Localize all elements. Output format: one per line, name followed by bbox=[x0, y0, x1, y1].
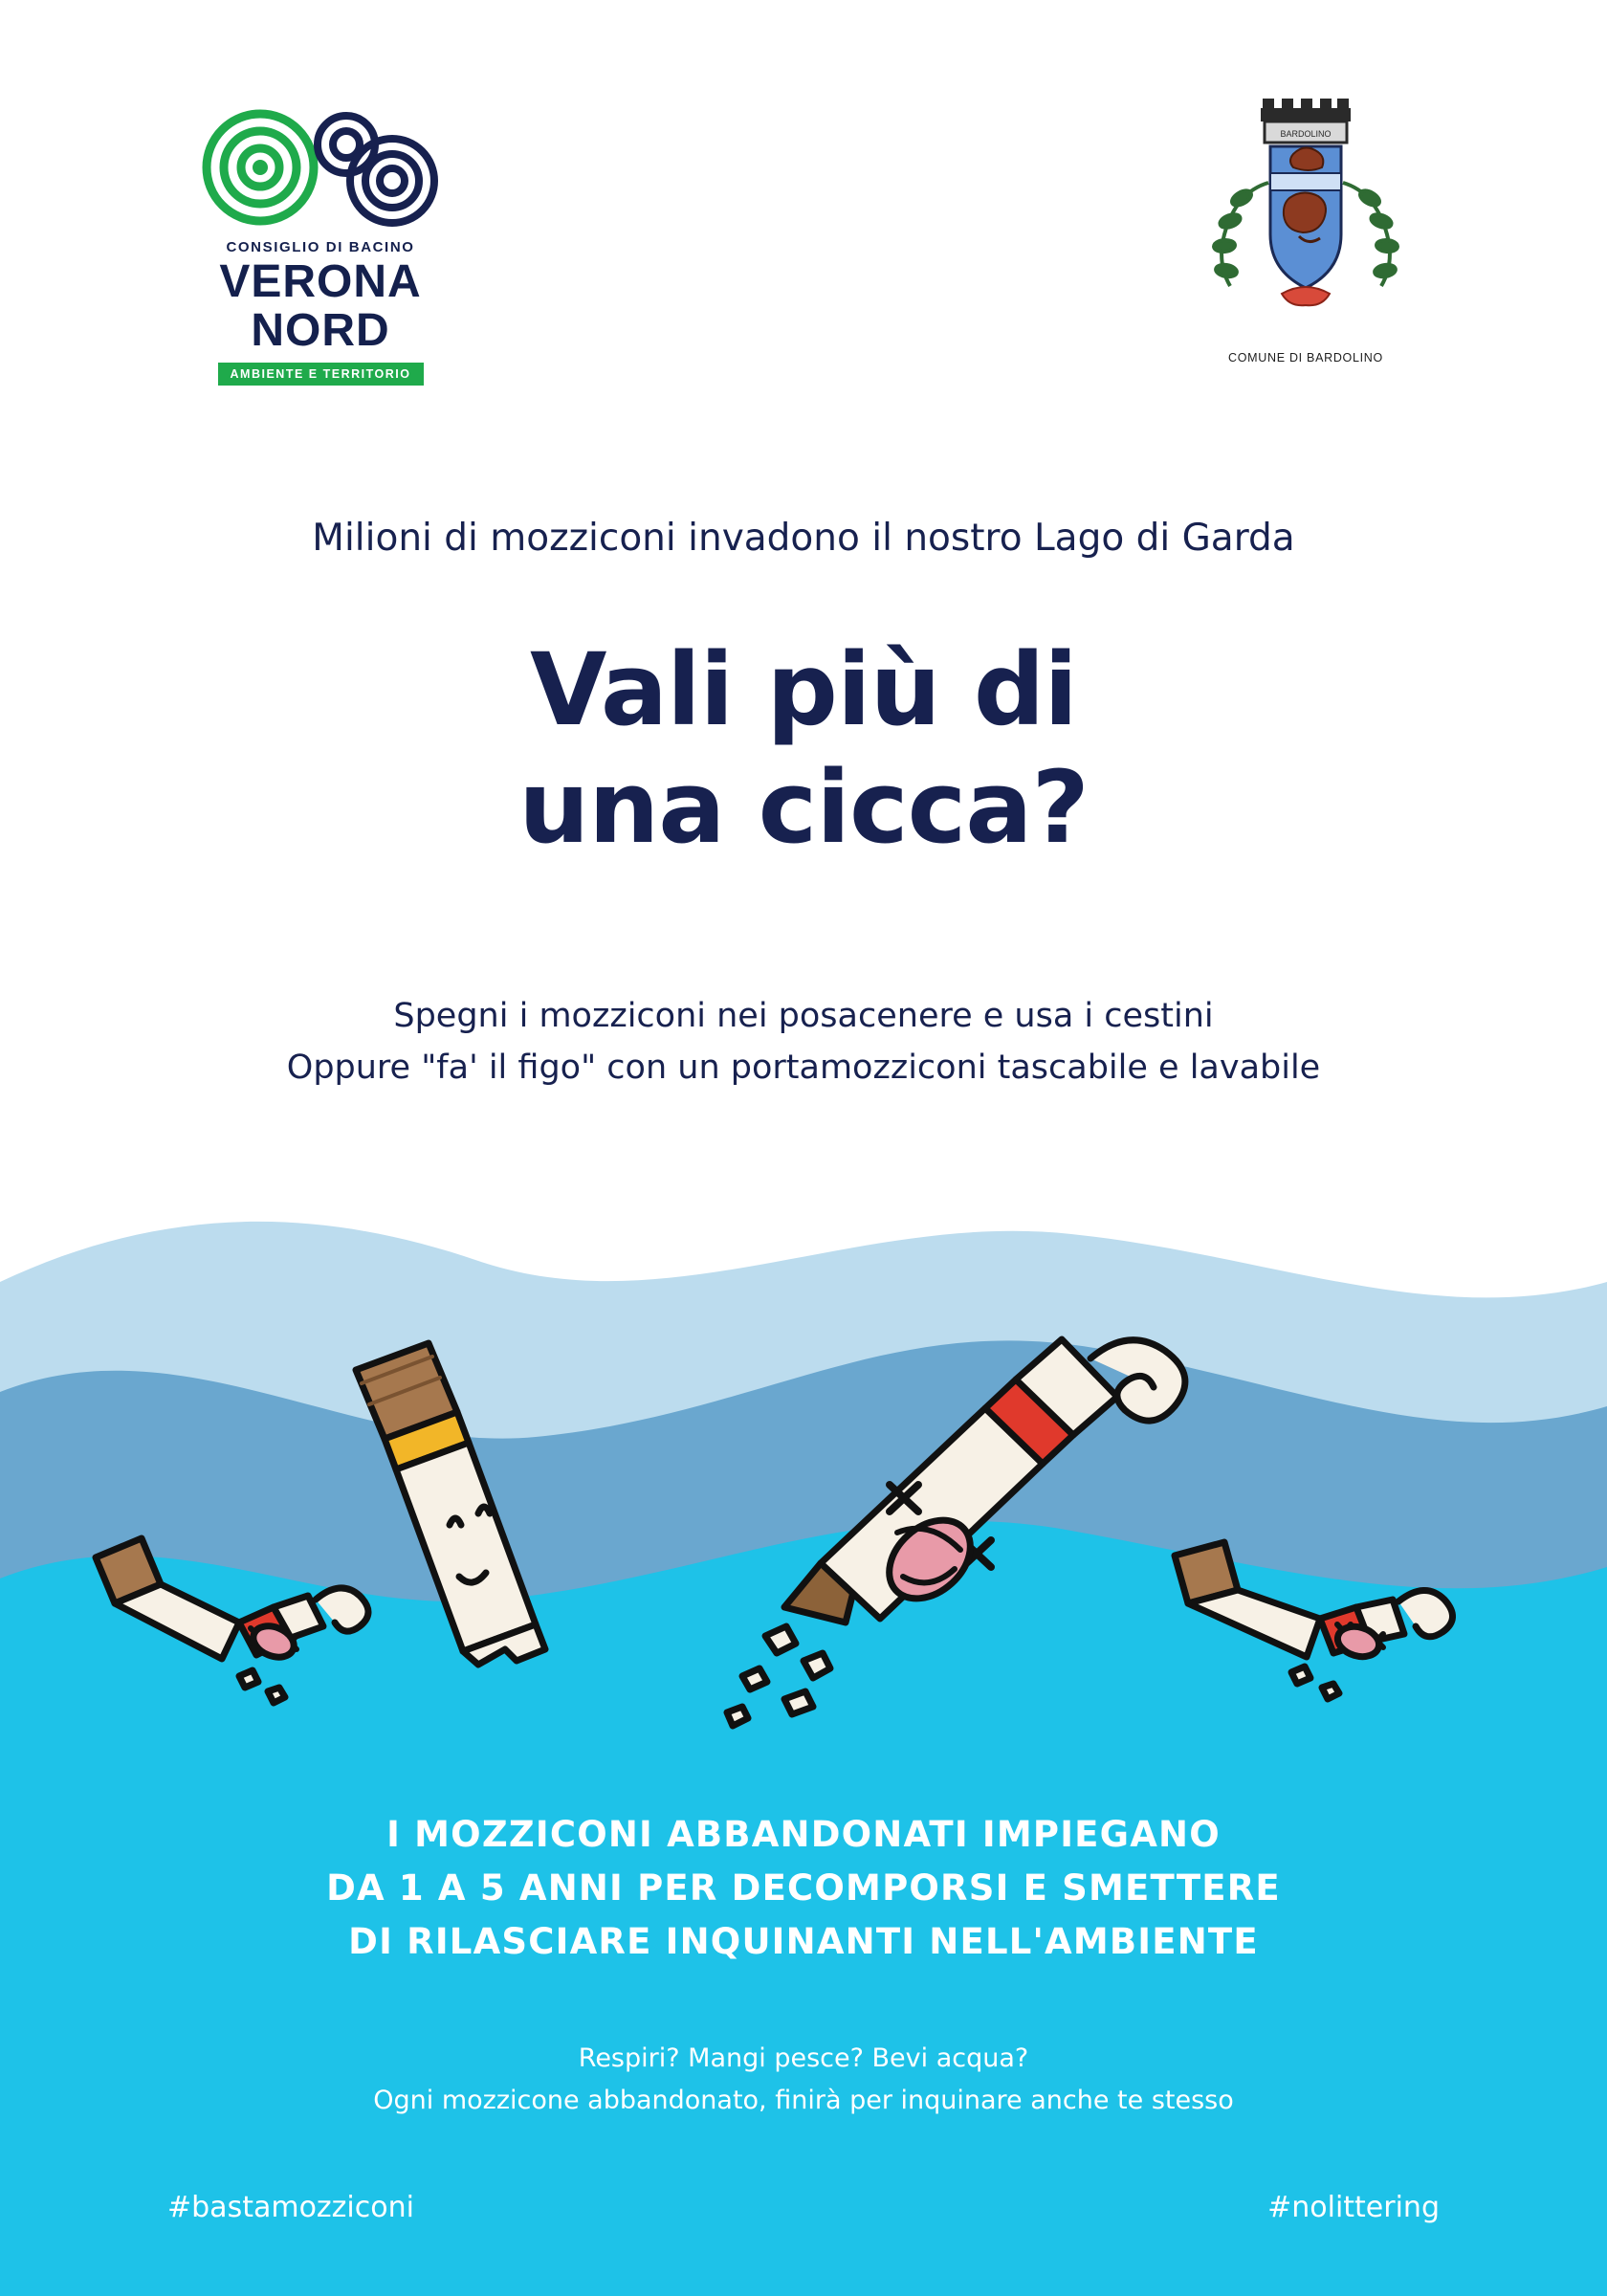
question-block bbox=[0, 2038, 1607, 2121]
spiral-logo-icon bbox=[191, 105, 450, 230]
question-line-1: Respiri? Mangi pesce? Bevi acqua? bbox=[578, 2043, 1029, 2073]
kicker-text: Milioni di mozziconi invadono il nostro Lago di Garda bbox=[312, 517, 1295, 560]
page-title bbox=[0, 631, 1607, 866]
fact-line-2: DA 1 A 5 ANNI PER DECOMPORSI E SMETTERE bbox=[326, 1867, 1281, 1910]
hashtag-left: #bastamozziconi bbox=[167, 2191, 414, 2224]
cigarette-crumbs-center bbox=[727, 1626, 830, 1726]
fact-line-3: DI RILASCIARE INQUINANTI NELL'AMBIENTE bbox=[348, 1921, 1259, 1963]
logo-consiglio-di-bacino bbox=[191, 105, 450, 386]
crest-caption: COMUNE DI BARDOLINO bbox=[1228, 351, 1383, 364]
logo-line-2: NORD bbox=[251, 305, 390, 357]
cigarette-small-left bbox=[96, 1538, 368, 1703]
logo-eyebrow: CONSIGLIO DI BACINO bbox=[226, 239, 415, 255]
logo-line-1: VERONA bbox=[219, 256, 422, 307]
hashtag-row bbox=[0, 2191, 1607, 2224]
cigarette-characters bbox=[0, 1320, 1607, 1799]
title-line-2: una cicca? bbox=[518, 748, 1089, 866]
broken-cigarettes-illustration bbox=[0, 1320, 1607, 1799]
subtitle-line-1: Spegni i mozziconi nei posacenere e usa i cestini bbox=[393, 997, 1214, 1035]
spiral-graphic bbox=[201, 106, 440, 229]
question-line-2: Ogni mozzicone abbandonato, finirà per inquinare anche te stesso bbox=[373, 2085, 1234, 2115]
fact-block bbox=[0, 1808, 1607, 1970]
cigarette-large-left bbox=[356, 1343, 545, 1665]
coat-of-arms-icon bbox=[1186, 91, 1425, 349]
cigarette-small-right bbox=[1175, 1542, 1453, 1699]
svg-text:BARDOLINO: BARDOLINO bbox=[1280, 129, 1332, 139]
cigarette-large-right bbox=[784, 1339, 1185, 1623]
subtitle-line-2: Oppure "fa' il figo" con un portamozziconi tascabile e lavabile bbox=[286, 1049, 1321, 1088]
hashtag-right: #nolittering bbox=[1267, 2191, 1440, 2224]
fact-line-1: I MOZZICONI ABBANDONATI IMPIEGANO bbox=[386, 1814, 1221, 1855]
crest-graphic bbox=[1186, 91, 1425, 349]
title-line-1: Vali più di bbox=[530, 631, 1077, 748]
logo-comune-di-bardolino bbox=[1186, 91, 1425, 364]
subtitle-block bbox=[0, 990, 1607, 1094]
logo-strip: AMBIENTE E TERRITORIO bbox=[218, 363, 424, 386]
